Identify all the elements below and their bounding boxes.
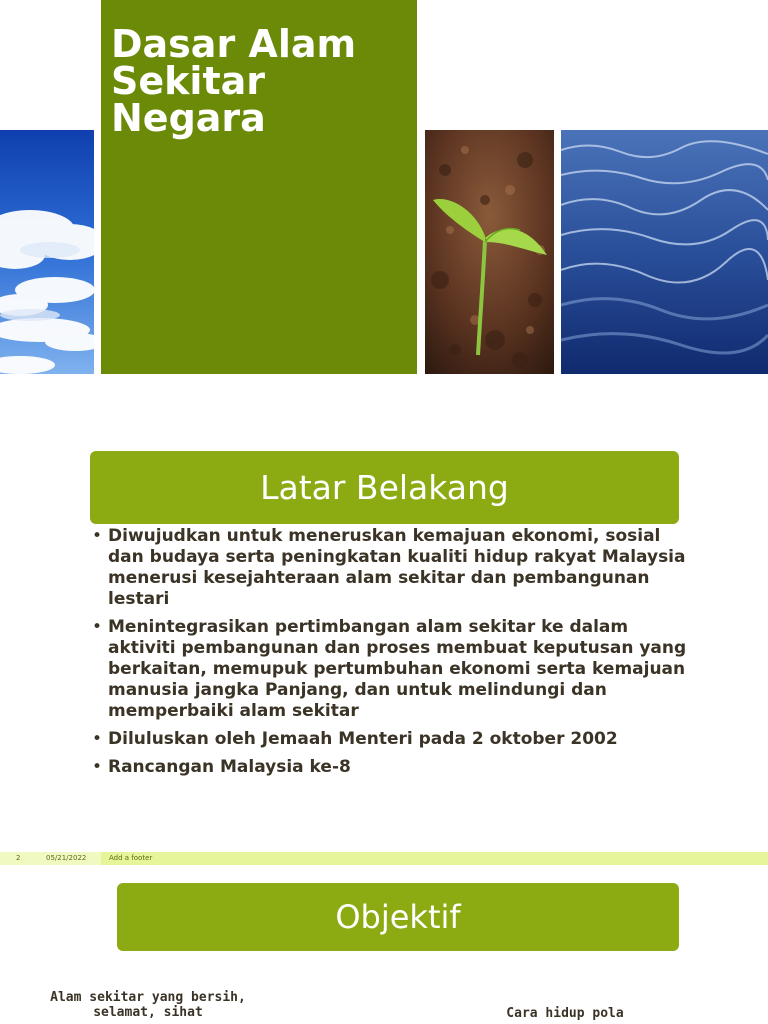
bullet-dot-icon: • <box>92 526 103 546</box>
footer-right-band <box>101 852 768 865</box>
footer-text[interactable]: Add a footer <box>109 854 153 862</box>
slide-number: 2 <box>16 854 21 862</box>
objective-left-text: Alam sekitar yang bersih, selamat, sihat <box>50 990 246 1020</box>
water-image <box>561 130 768 374</box>
water-photo <box>561 130 768 374</box>
bullet-text: Diluluskan oleh Jemaah Menteri pada 2 oktober 2002 <box>108 729 618 749</box>
title-line: Dasar Alam <box>111 22 357 66</box>
bullet-item <box>92 617 692 722</box>
slide-title <box>0 0 768 400</box>
slide-latar-belakang <box>0 400 768 865</box>
sky-clouds-photo <box>0 130 94 374</box>
title-panel <box>101 0 417 374</box>
bullet-item <box>92 757 692 778</box>
title-line: Sekitar <box>111 59 265 103</box>
slide-objektif <box>0 865 768 1024</box>
sky-clouds-image <box>0 130 94 374</box>
footer-date: 05/21/2022 <box>46 854 87 862</box>
bullet-list <box>92 526 692 785</box>
bullet-dot-icon: • <box>92 617 103 637</box>
bullet-text: Rancangan Malaysia ke-8 <box>108 757 351 777</box>
sprout-image <box>425 130 554 374</box>
title-line: Negara <box>111 96 266 140</box>
slide-footer <box>0 852 768 865</box>
sprout-photo <box>425 130 554 374</box>
bullet-text: Diwujudkan untuk meneruskan kemajuan ekonomi, sosial dan budaya serta peningkatan kualiti hidup rakyat Malaysia menerusi kesejahteraan alam sekitar dan pembangunan lestari <box>108 526 686 609</box>
bullet-text: Menintegrasikan pertimbangan alam sekitar ke dalam aktiviti pembangunan dan proses membuat keputusan yang berkaitan, memupuk pertumbuhan ekonomi serta kemajuan manusia jangka Panjang, dan untuk melindungi dan memperbaiki alam sekitar <box>108 617 687 721</box>
bullet-item <box>92 729 692 750</box>
bullet-dot-icon: • <box>92 729 103 749</box>
slide-title-text <box>111 22 411 140</box>
section-header: Latar Belakang <box>90 451 679 524</box>
bullet-dot-icon: • <box>92 757 103 777</box>
bullet-item <box>92 526 692 610</box>
objective-right-text: Cara hidup pola <box>506 1006 624 1021</box>
section-header: Objektif <box>117 883 679 951</box>
